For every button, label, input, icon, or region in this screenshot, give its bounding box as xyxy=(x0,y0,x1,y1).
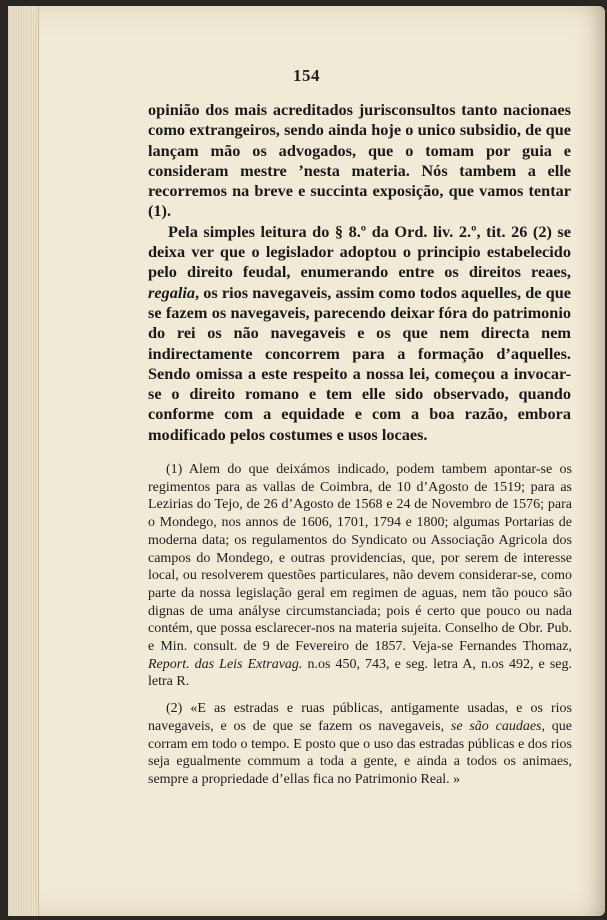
regalia-term: regalia xyxy=(148,282,196,302)
footnote-2-text-b: , que corram em todo o tempo. E posto que o uso das estradas públicas e dos rios seja egualmente commum a toda a gente, e ainda a todos os animaes, sempre a propriedade d’ellas fica no Patrimonio Real. » xyxy=(148,718,572,787)
paragraph-2-text-a: Pela simples leitura do § 8.º da Ord. liv. 2.º, tit. 26 xyxy=(168,221,533,241)
paragraph-1-end: . xyxy=(166,201,172,221)
footnote-2-italic: se são caudaes xyxy=(450,718,542,734)
page-number: 154 xyxy=(293,66,320,85)
footnotes xyxy=(148,461,572,798)
paragraph-1 xyxy=(148,100,571,222)
paragraph-2-text-b: se deixa ver que o legislador adoptou o principio estabelecido pelo direito feudal, enumerando entre os direitos reaes, xyxy=(148,221,571,282)
paragraph-2-text-c: , os rios navegaveis, assim como todos aquelles, de que se fazem os navegaveis, parecendo deixar fóra do patrimonio do rei os não navegaveis e os que nem directa nem indirectamente concorrem para a formação d’aquelles. Sendo omissa a este respeito a nossa lei, começou a invocar-se o direito romano e tem elle sido observado, quando conforme com a equidade e com a boa razão, embora modificado pelos costumes e usos locaes. xyxy=(148,282,571,444)
footnote-2 xyxy=(148,700,572,789)
footnote-1-italic: Report. das Leis Extravag. xyxy=(148,656,303,672)
footnote-1 xyxy=(148,461,572,691)
footnote-1-text-b: n.os 450, 743, e seg. letra A, n.os 492, e seg. letra R. xyxy=(148,656,572,690)
paragraph-1-text: opinião dos mais acreditados jurisconsultos tanto nacionaes como extrangeiros, sendo ainda hoje o unico subsidio, de que lançam mão os advogados, que o tomam por guia e consideram mestre ’nesta materia. Nós tambem a elle recorremos na breve e succinta exposição, que vamos tentar xyxy=(148,100,571,201)
footnote-2-text-a: (2) «E as estradas e ruas públicas, antigamente usadas, e os rios navegaveis, e os de que se fazem os navegaveis, xyxy=(148,701,572,734)
footnote-1-text-a: (1) Alem do que deixámos indicado, podem tambem apontar-se os regimentos para as vallas de Coimbra, de 10 d’Agosto de 1519; para as Lezirias do Tejo, de 26 d’Agosto de 1568 e 24 de Novembro de 1576; para o Mondego, nos annos de 1606, 1701, 1794 e 1800; algumas Portarias de moderna data; os regulamentos do Syndicato ou Associação Agricola dos campos do Mondego, e outras providencias, que, por serem de interesse local, ou resolverem questões particulares, não devem considerar-se, como parte da nossa legislação geral em regimen de aguas, nem tão pouco são dignas de uma anályse circumstanciada; pois é certo que pouco ou nada contém, que possa esclarecer-nos na materia sujeita. Conselho de Obr. Pub. e Min. consult. de 9 de Fevereiro de 1857. Veja-se Fernandes Thomaz, xyxy=(148,462,572,655)
footnote-ref-2: (2) xyxy=(532,221,552,241)
footnote-ref-1: (1) xyxy=(148,201,167,221)
main-text xyxy=(148,100,571,445)
paragraph-2 xyxy=(148,222,571,445)
page-gutter xyxy=(8,6,39,916)
